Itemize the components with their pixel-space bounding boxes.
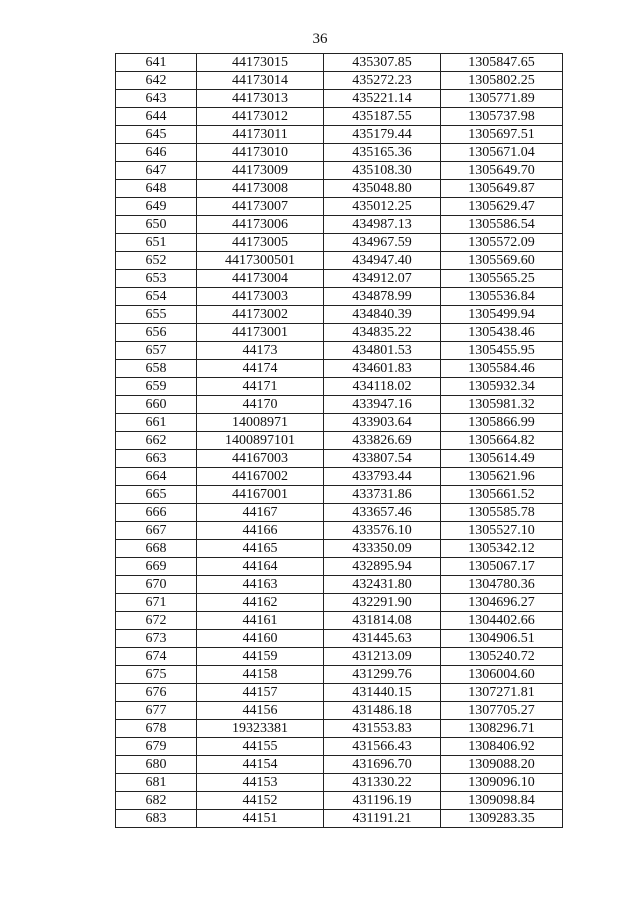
table-row: [116, 306, 563, 324]
table-row: [116, 648, 563, 666]
row-number-cell: 642: [116, 72, 197, 90]
x-coordinate-cell: 435108.30: [324, 162, 441, 180]
y-coordinate-cell: 1305240.72: [441, 648, 563, 666]
row-number-cell: 666: [116, 504, 197, 522]
x-coordinate-cell: 433657.46: [324, 504, 441, 522]
table-row: [116, 792, 563, 810]
table-row: [116, 252, 563, 270]
y-coordinate-cell: 1305585.78: [441, 504, 563, 522]
x-coordinate-cell: 435179.44: [324, 126, 441, 144]
y-coordinate-cell: 1309098.84: [441, 792, 563, 810]
row-number-cell: 660: [116, 396, 197, 414]
table-row: [116, 90, 563, 108]
table-row: [116, 612, 563, 630]
row-number-cell: 649: [116, 198, 197, 216]
table-row: [116, 324, 563, 342]
y-coordinate-cell: 1308296.71: [441, 720, 563, 738]
y-coordinate-cell: 1305536.84: [441, 288, 563, 306]
row-number-cell: 674: [116, 648, 197, 666]
row-number-cell: 682: [116, 792, 197, 810]
point-id-cell: 44167002: [197, 468, 324, 486]
table-row: [116, 216, 563, 234]
table-row: [116, 234, 563, 252]
point-id-cell: 44173003: [197, 288, 324, 306]
point-id-cell: 44170: [197, 396, 324, 414]
x-coordinate-cell: 435307.85: [324, 54, 441, 72]
row-number-cell: 671: [116, 594, 197, 612]
x-coordinate-cell: 433793.44: [324, 468, 441, 486]
row-number-cell: 644: [116, 108, 197, 126]
y-coordinate-cell: 1304780.36: [441, 576, 563, 594]
x-coordinate-cell: 431330.22: [324, 774, 441, 792]
y-coordinate-cell: 1305802.25: [441, 72, 563, 90]
table-row: [116, 378, 563, 396]
x-coordinate-cell: 431445.63: [324, 630, 441, 648]
row-number-cell: 675: [116, 666, 197, 684]
table-row: [116, 684, 563, 702]
y-coordinate-cell: 1305342.12: [441, 540, 563, 558]
y-coordinate-cell: 1305569.60: [441, 252, 563, 270]
y-coordinate-cell: 1304906.51: [441, 630, 563, 648]
point-id-cell: 44173014: [197, 72, 324, 90]
point-id-cell: 44160: [197, 630, 324, 648]
table-row: [116, 288, 563, 306]
table-row: [116, 774, 563, 792]
point-id-cell: 44173015: [197, 54, 324, 72]
x-coordinate-cell: 432291.90: [324, 594, 441, 612]
y-coordinate-cell: 1305981.32: [441, 396, 563, 414]
point-id-cell: 44174: [197, 360, 324, 378]
table-row: [116, 756, 563, 774]
point-id-cell: 44162: [197, 594, 324, 612]
x-coordinate-cell: 435165.36: [324, 144, 441, 162]
table-row: [116, 558, 563, 576]
y-coordinate-cell: 1305527.10: [441, 522, 563, 540]
table-row: [116, 360, 563, 378]
x-coordinate-cell: 435272.23: [324, 72, 441, 90]
table-row: [116, 522, 563, 540]
x-coordinate-cell: 433947.16: [324, 396, 441, 414]
y-coordinate-cell: 1305847.65: [441, 54, 563, 72]
table-row: [116, 342, 563, 360]
x-coordinate-cell: 434835.22: [324, 324, 441, 342]
row-number-cell: 650: [116, 216, 197, 234]
x-coordinate-cell: 434987.13: [324, 216, 441, 234]
row-number-cell: 643: [116, 90, 197, 108]
x-coordinate-cell: 434801.53: [324, 342, 441, 360]
y-coordinate-cell: 1305621.96: [441, 468, 563, 486]
table-row: [116, 396, 563, 414]
row-number-cell: 656: [116, 324, 197, 342]
row-number-cell: 658: [116, 360, 197, 378]
table-row: [116, 414, 563, 432]
x-coordinate-cell: 432431.80: [324, 576, 441, 594]
y-coordinate-cell: 1304696.27: [441, 594, 563, 612]
table-row: [116, 72, 563, 90]
point-id-cell: 44161: [197, 612, 324, 630]
row-number-cell: 647: [116, 162, 197, 180]
row-number-cell: 641: [116, 54, 197, 72]
table-row: [116, 666, 563, 684]
table-row: [116, 738, 563, 756]
y-coordinate-cell: 1307705.27: [441, 702, 563, 720]
point-id-cell: 44167001: [197, 486, 324, 504]
row-number-cell: 654: [116, 288, 197, 306]
x-coordinate-cell: 435187.55: [324, 108, 441, 126]
row-number-cell: 676: [116, 684, 197, 702]
row-number-cell: 668: [116, 540, 197, 558]
point-id-cell: 14008971: [197, 414, 324, 432]
point-id-cell: 44165: [197, 540, 324, 558]
y-coordinate-cell: 1309283.35: [441, 810, 563, 828]
row-number-cell: 663: [116, 450, 197, 468]
y-coordinate-cell: 1305565.25: [441, 270, 563, 288]
table-row: [116, 198, 563, 216]
row-number-cell: 657: [116, 342, 197, 360]
x-coordinate-cell: 435048.80: [324, 180, 441, 198]
x-coordinate-cell: 431696.70: [324, 756, 441, 774]
x-coordinate-cell: 434912.07: [324, 270, 441, 288]
table-row: [116, 180, 563, 198]
table-row: [116, 144, 563, 162]
x-coordinate-cell: 431440.15: [324, 684, 441, 702]
point-id-cell: 1400897101: [197, 432, 324, 450]
point-id-cell: 44156: [197, 702, 324, 720]
point-id-cell: 44173005: [197, 234, 324, 252]
point-id-cell: 44173006: [197, 216, 324, 234]
point-id-cell: 44173002: [197, 306, 324, 324]
coordinates-table: [115, 53, 563, 828]
x-coordinate-cell: 431213.09: [324, 648, 441, 666]
x-coordinate-cell: 431486.18: [324, 702, 441, 720]
x-coordinate-cell: 432895.94: [324, 558, 441, 576]
table-row: [116, 108, 563, 126]
row-number-cell: 678: [116, 720, 197, 738]
table-row: [116, 432, 563, 450]
row-number-cell: 673: [116, 630, 197, 648]
x-coordinate-cell: 434118.02: [324, 378, 441, 396]
row-number-cell: 683: [116, 810, 197, 828]
point-id-cell: 44166: [197, 522, 324, 540]
table-row: [116, 630, 563, 648]
point-id-cell: 44173013: [197, 90, 324, 108]
y-coordinate-cell: 1305697.51: [441, 126, 563, 144]
point-id-cell: 44173010: [197, 144, 324, 162]
row-number-cell: 664: [116, 468, 197, 486]
point-id-cell: 44173012: [197, 108, 324, 126]
point-id-cell: 44152: [197, 792, 324, 810]
y-coordinate-cell: 1305614.49: [441, 450, 563, 468]
row-number-cell: 659: [116, 378, 197, 396]
row-number-cell: 648: [116, 180, 197, 198]
point-id-cell: 44157: [197, 684, 324, 702]
point-id-cell: 44155: [197, 738, 324, 756]
x-coordinate-cell: 434947.40: [324, 252, 441, 270]
x-coordinate-cell: 431814.08: [324, 612, 441, 630]
y-coordinate-cell: 1305649.70: [441, 162, 563, 180]
x-coordinate-cell: 435221.14: [324, 90, 441, 108]
y-coordinate-cell: 1305586.54: [441, 216, 563, 234]
row-number-cell: 646: [116, 144, 197, 162]
table-row: [116, 468, 563, 486]
y-coordinate-cell: 1305584.46: [441, 360, 563, 378]
x-coordinate-cell: 434967.59: [324, 234, 441, 252]
x-coordinate-cell: 431299.76: [324, 666, 441, 684]
point-id-cell: 44173: [197, 342, 324, 360]
row-number-cell: 672: [116, 612, 197, 630]
y-coordinate-cell: 1306004.60: [441, 666, 563, 684]
x-coordinate-cell: 433350.09: [324, 540, 441, 558]
x-coordinate-cell: 434878.99: [324, 288, 441, 306]
y-coordinate-cell: 1305866.99: [441, 414, 563, 432]
x-coordinate-cell: 435012.25: [324, 198, 441, 216]
y-coordinate-cell: 1305771.89: [441, 90, 563, 108]
table-row: [116, 450, 563, 468]
point-id-cell: 44171: [197, 378, 324, 396]
row-number-cell: 681: [116, 774, 197, 792]
y-coordinate-cell: 1305572.09: [441, 234, 563, 252]
y-coordinate-cell: 1304402.66: [441, 612, 563, 630]
table-row: [116, 270, 563, 288]
x-coordinate-cell: 431566.43: [324, 738, 441, 756]
point-id-cell: 44153: [197, 774, 324, 792]
point-id-cell: 44158: [197, 666, 324, 684]
table-row: [116, 810, 563, 828]
x-coordinate-cell: 434840.39: [324, 306, 441, 324]
point-id-cell: 44163: [197, 576, 324, 594]
table-row: [116, 486, 563, 504]
y-coordinate-cell: 1305671.04: [441, 144, 563, 162]
x-coordinate-cell: 433903.64: [324, 414, 441, 432]
y-coordinate-cell: 1305455.95: [441, 342, 563, 360]
point-id-cell: 4417300501: [197, 252, 324, 270]
x-coordinate-cell: 433826.69: [324, 432, 441, 450]
point-id-cell: 44159: [197, 648, 324, 666]
row-number-cell: 679: [116, 738, 197, 756]
y-coordinate-cell: 1308406.92: [441, 738, 563, 756]
x-coordinate-cell: 431196.19: [324, 792, 441, 810]
x-coordinate-cell: 431191.21: [324, 810, 441, 828]
point-id-cell: 44173007: [197, 198, 324, 216]
y-coordinate-cell: 1305629.47: [441, 198, 563, 216]
row-number-cell: 652: [116, 252, 197, 270]
y-coordinate-cell: 1305649.87: [441, 180, 563, 198]
coordinates-table-body: [116, 54, 563, 828]
point-id-cell: 44167: [197, 504, 324, 522]
row-number-cell: 661: [116, 414, 197, 432]
point-id-cell: 44151: [197, 810, 324, 828]
row-number-cell: 665: [116, 486, 197, 504]
x-coordinate-cell: 433576.10: [324, 522, 441, 540]
point-id-cell: 44173008: [197, 180, 324, 198]
point-id-cell: 44167003: [197, 450, 324, 468]
row-number-cell: 662: [116, 432, 197, 450]
page-number: 36: [312, 31, 328, 47]
row-number-cell: 645: [116, 126, 197, 144]
x-coordinate-cell: 433731.86: [324, 486, 441, 504]
table-row: [116, 594, 563, 612]
row-number-cell: 655: [116, 306, 197, 324]
y-coordinate-cell: 1309096.10: [441, 774, 563, 792]
table-row: [116, 54, 563, 72]
y-coordinate-cell: 1305932.34: [441, 378, 563, 396]
point-id-cell: 44164: [197, 558, 324, 576]
row-number-cell: 667: [116, 522, 197, 540]
point-id-cell: 44154: [197, 756, 324, 774]
y-coordinate-cell: 1305661.52: [441, 486, 563, 504]
x-coordinate-cell: 434601.83: [324, 360, 441, 378]
y-coordinate-cell: 1305067.17: [441, 558, 563, 576]
row-number-cell: 669: [116, 558, 197, 576]
point-id-cell: 44173011: [197, 126, 324, 144]
table-row: [116, 126, 563, 144]
y-coordinate-cell: 1309088.20: [441, 756, 563, 774]
table-row: [116, 162, 563, 180]
point-id-cell: 44173009: [197, 162, 324, 180]
y-coordinate-cell: 1305664.82: [441, 432, 563, 450]
point-id-cell: 19323381: [197, 720, 324, 738]
point-id-cell: 44173004: [197, 270, 324, 288]
row-number-cell: 653: [116, 270, 197, 288]
row-number-cell: 670: [116, 576, 197, 594]
table-row: [116, 720, 563, 738]
table-row: [116, 576, 563, 594]
table-row: [116, 504, 563, 522]
table-row: [116, 540, 563, 558]
row-number-cell: 677: [116, 702, 197, 720]
point-id-cell: 44173001: [197, 324, 324, 342]
row-number-cell: 680: [116, 756, 197, 774]
y-coordinate-cell: 1305438.46: [441, 324, 563, 342]
table-row: [116, 702, 563, 720]
y-coordinate-cell: 1307271.81: [441, 684, 563, 702]
x-coordinate-cell: 433807.54: [324, 450, 441, 468]
x-coordinate-cell: 431553.83: [324, 720, 441, 738]
row-number-cell: 651: [116, 234, 197, 252]
y-coordinate-cell: 1305499.94: [441, 306, 563, 324]
y-coordinate-cell: 1305737.98: [441, 108, 563, 126]
